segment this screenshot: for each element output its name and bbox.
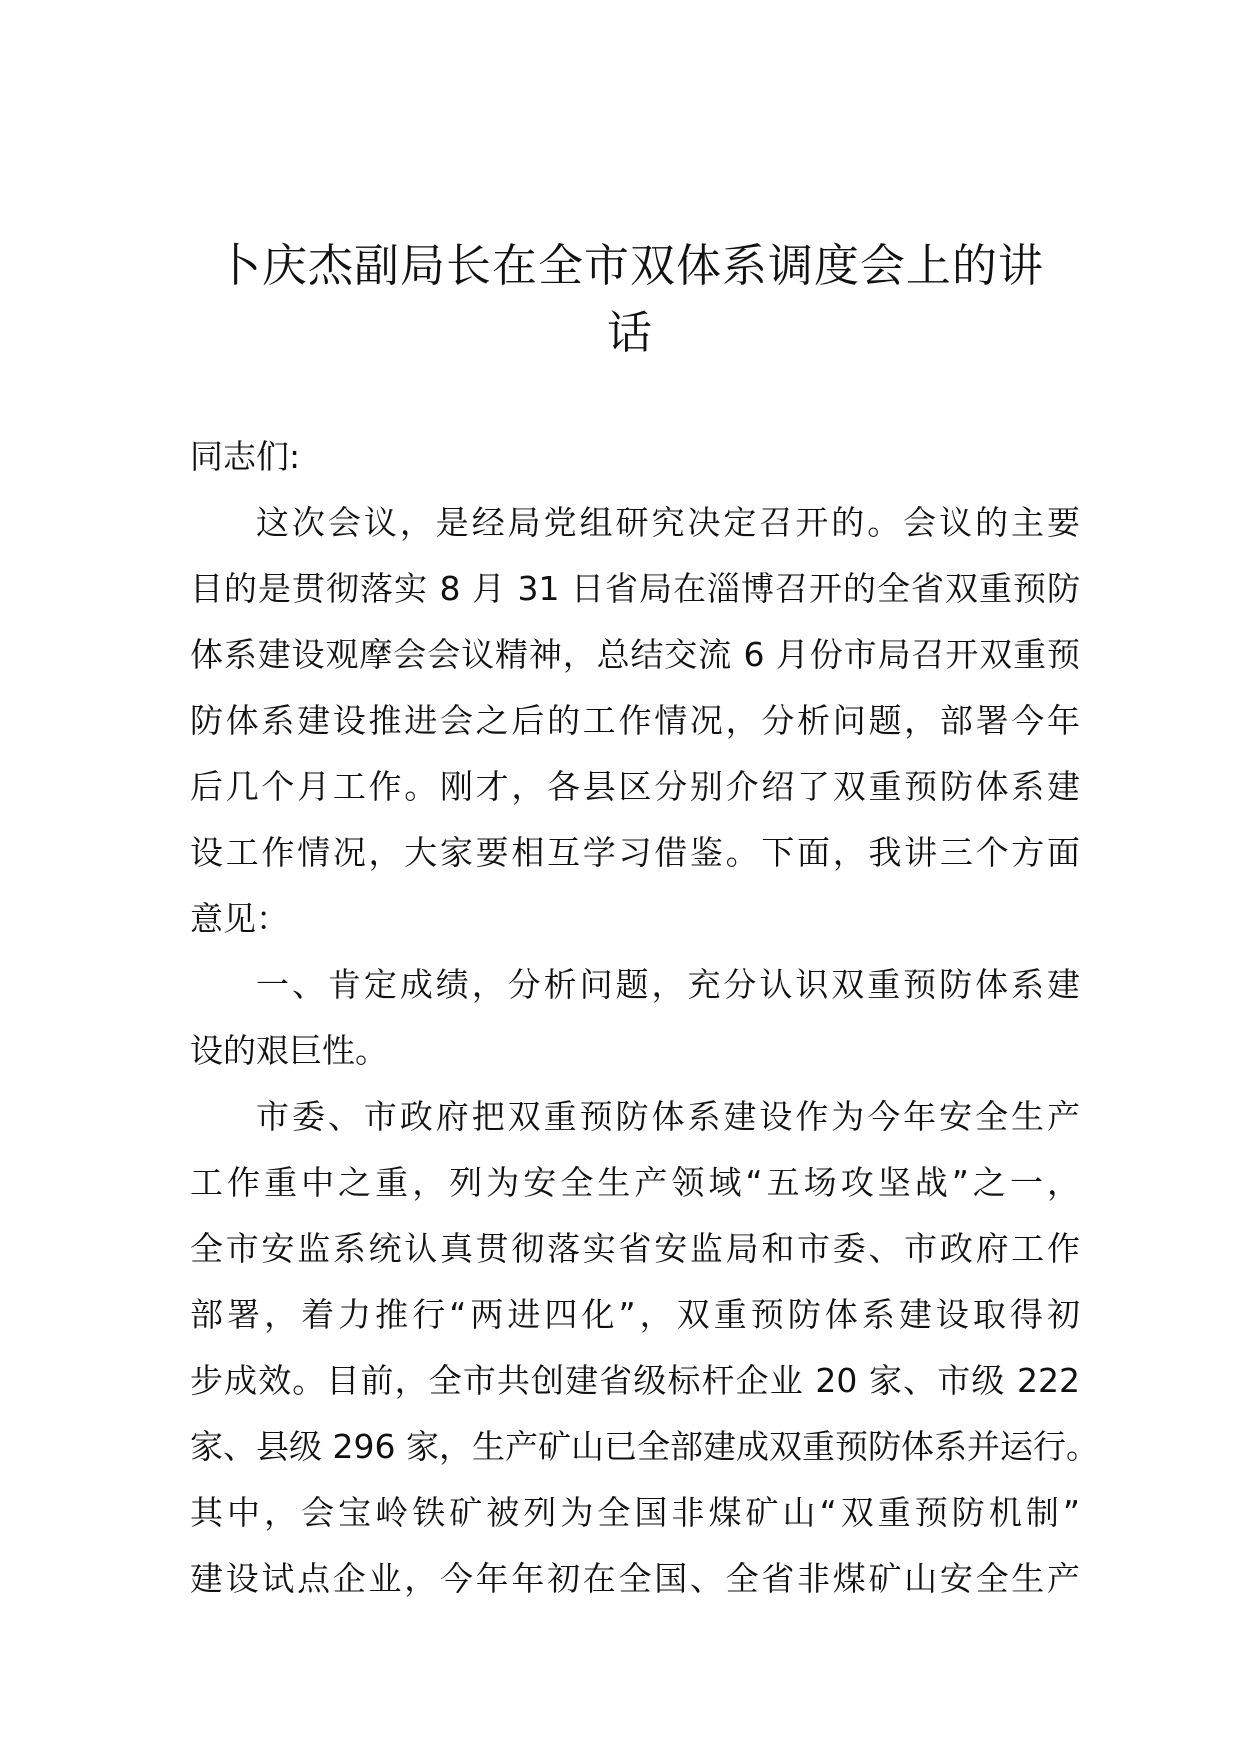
paragraph-line: 其中，会宝岭铁矿被列为全国非煤矿山“双重预防机制”	[190, 1493, 1080, 1532]
paragraph-line: 意见：	[190, 899, 289, 938]
paragraph-line: 市委、市政府把双重预防体系建设作为今年安全生产	[256, 1097, 1080, 1136]
paragraph-line: 建设试点企业，今年年初在全国、全省非煤矿山安全生产	[190, 1559, 1080, 1598]
paragraph-achievements	[190, 1084, 1099, 1612]
document-title	[200, 232, 1060, 366]
paragraph-line: 家、县级 296 家，生产矿山已全部建成双重预防体系并运行。	[190, 1427, 1099, 1466]
paragraph-line: 防体系建设推进会之后的工作情况，分析问题，部署今年	[190, 701, 1080, 740]
paragraph-line: 后几个月工作。刚才，各县区分别介绍了双重预防体系建	[190, 767, 1080, 806]
title-line-2: 话	[606, 306, 653, 359]
paragraph-line: 这次会议，是经局党组研究决定召开的。会议的主要	[256, 503, 1080, 542]
title-line-1: 卜庆杰副局长在全市双体系调度会上的讲	[215, 239, 1044, 292]
paragraph-line: 全市安监系统认真贯彻落实省安监局和市委、市政府工作	[190, 1229, 1080, 1268]
document-body	[190, 424, 1099, 1612]
paragraph-line: 目的是贯彻落实 8 月 31 日省局在淄博召开的全省双重预防	[190, 569, 1080, 608]
paragraph-line: 工作重中之重，列为安全生产领域“五场攻坚战”之一，	[190, 1163, 1080, 1202]
section-heading-line: 一、肯定成绩，分析问题，充分认识双重预防体系建	[256, 965, 1080, 1004]
salutation: 同志们:	[190, 437, 301, 476]
section-heading-line: 设的艰巨性。	[190, 1031, 388, 1070]
paragraph-line: 体系建设观摩会会议精神，总结交流 6 月份市局召开双重预	[190, 635, 1080, 674]
paragraph-line: 部署，着力推行“两进四化”，双重预防体系建设取得初	[190, 1295, 1080, 1334]
paragraph-meeting-purpose	[190, 490, 1080, 952]
section-heading-1	[190, 952, 1080, 1084]
paragraph-line: 设工作情况，大家要相互学习借鉴。下面，我讲三个方面	[190, 833, 1080, 872]
paragraph-line: 步成效。目前，全市共创建省级标杆企业 20 家、市级 222	[190, 1361, 1080, 1400]
